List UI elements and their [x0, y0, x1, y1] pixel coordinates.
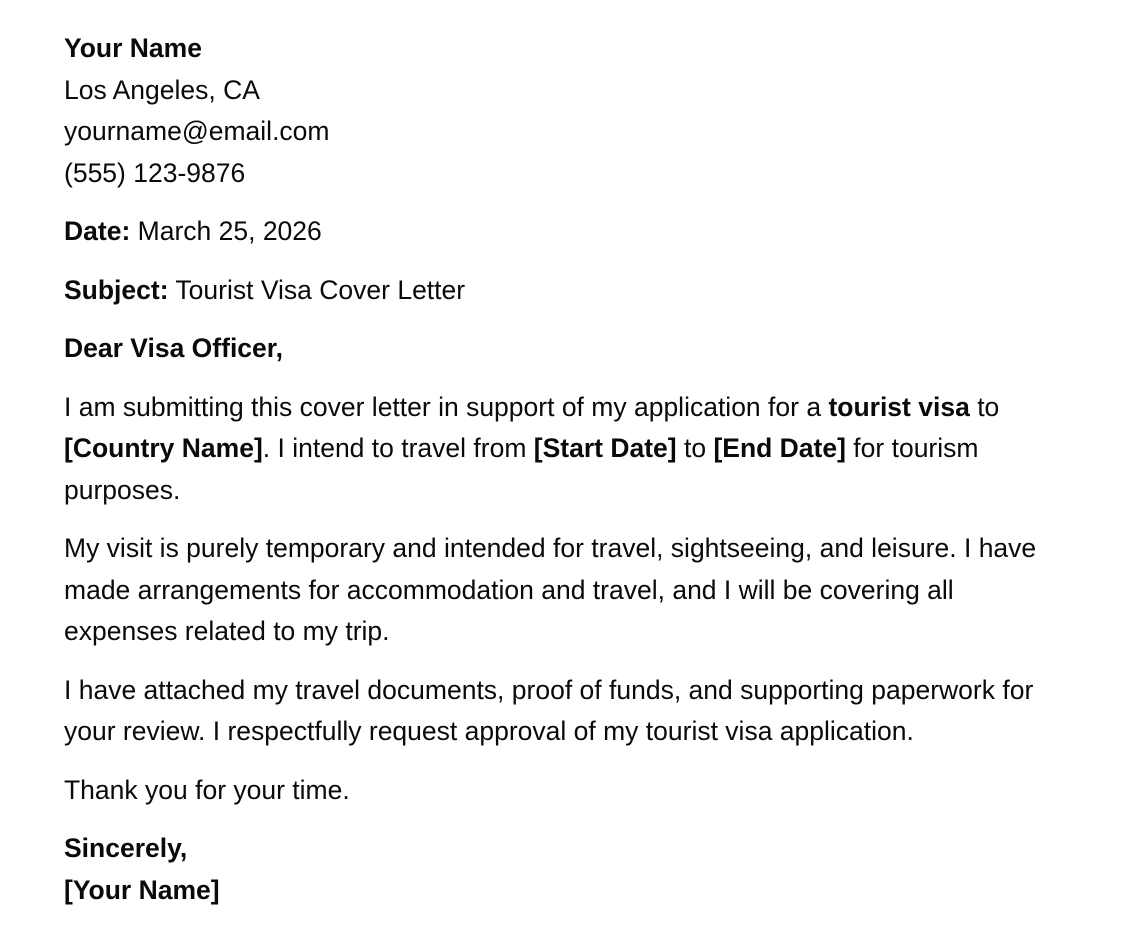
paragraph-line [64, 387, 1105, 429]
signature-name-placeholder: [Your Name] [64, 874, 220, 905]
sender-phone: (555) 123-9876 [64, 157, 246, 188]
salutation: Dear Visa Officer, [64, 333, 284, 363]
paragraph-text: . I intend to travel from [262, 433, 534, 463]
paragraph-line [64, 428, 1105, 470]
paragraph-line: I have attached my travel documents, proof of funds, and supporting paperwork for [64, 674, 1034, 705]
sender-name: Your Name [64, 33, 202, 63]
paragraph-line: purposes. [64, 474, 181, 505]
country-name-placeholder: [Country Name] [64, 433, 263, 463]
paragraph-line: your review. I respectfully request approval of my tourist visa application. [64, 716, 914, 746]
subject-label: Subject: [64, 274, 169, 305]
date-label: Date: [64, 216, 131, 246]
date-line [64, 211, 1105, 253]
sender-email: yourname@email.com [64, 116, 330, 146]
sender-location: Los Angeles, CA [64, 74, 260, 105]
paragraph-line: My visit is purely temporary and intended for travel, sightseeing, and leisure. I have [64, 533, 1037, 563]
sender-contact-block [64, 28, 1105, 194]
date-value: March 25, 2026 [130, 216, 322, 246]
signoff: Sincerely, [64, 833, 188, 863]
paragraph-intent [64, 387, 1105, 512]
tourist-visa-emphasis: tourist visa [828, 391, 970, 422]
paragraph-text: to [676, 433, 714, 463]
signature-block [64, 828, 1105, 911]
closing-thanks: Thank you for your time. [64, 774, 350, 805]
paragraph-text: I am submitting this cover letter in support of my application for a [64, 391, 829, 422]
subject-line [64, 270, 1105, 312]
subject-value: Tourist Visa Cover Letter [168, 274, 466, 305]
paragraph-text: to [969, 391, 1000, 422]
paragraph-attachments [64, 670, 1105, 753]
end-date-placeholder: [End Date] [713, 433, 846, 463]
paragraph-line: expenses related to my trip. [64, 616, 390, 646]
paragraph-line: made arrangements for accommodation and travel, and I will be covering all [64, 574, 954, 605]
paragraph-visit-purpose [64, 528, 1105, 653]
start-date-placeholder: [Start Date] [533, 433, 677, 463]
paragraph-text: for tourism [845, 433, 979, 463]
